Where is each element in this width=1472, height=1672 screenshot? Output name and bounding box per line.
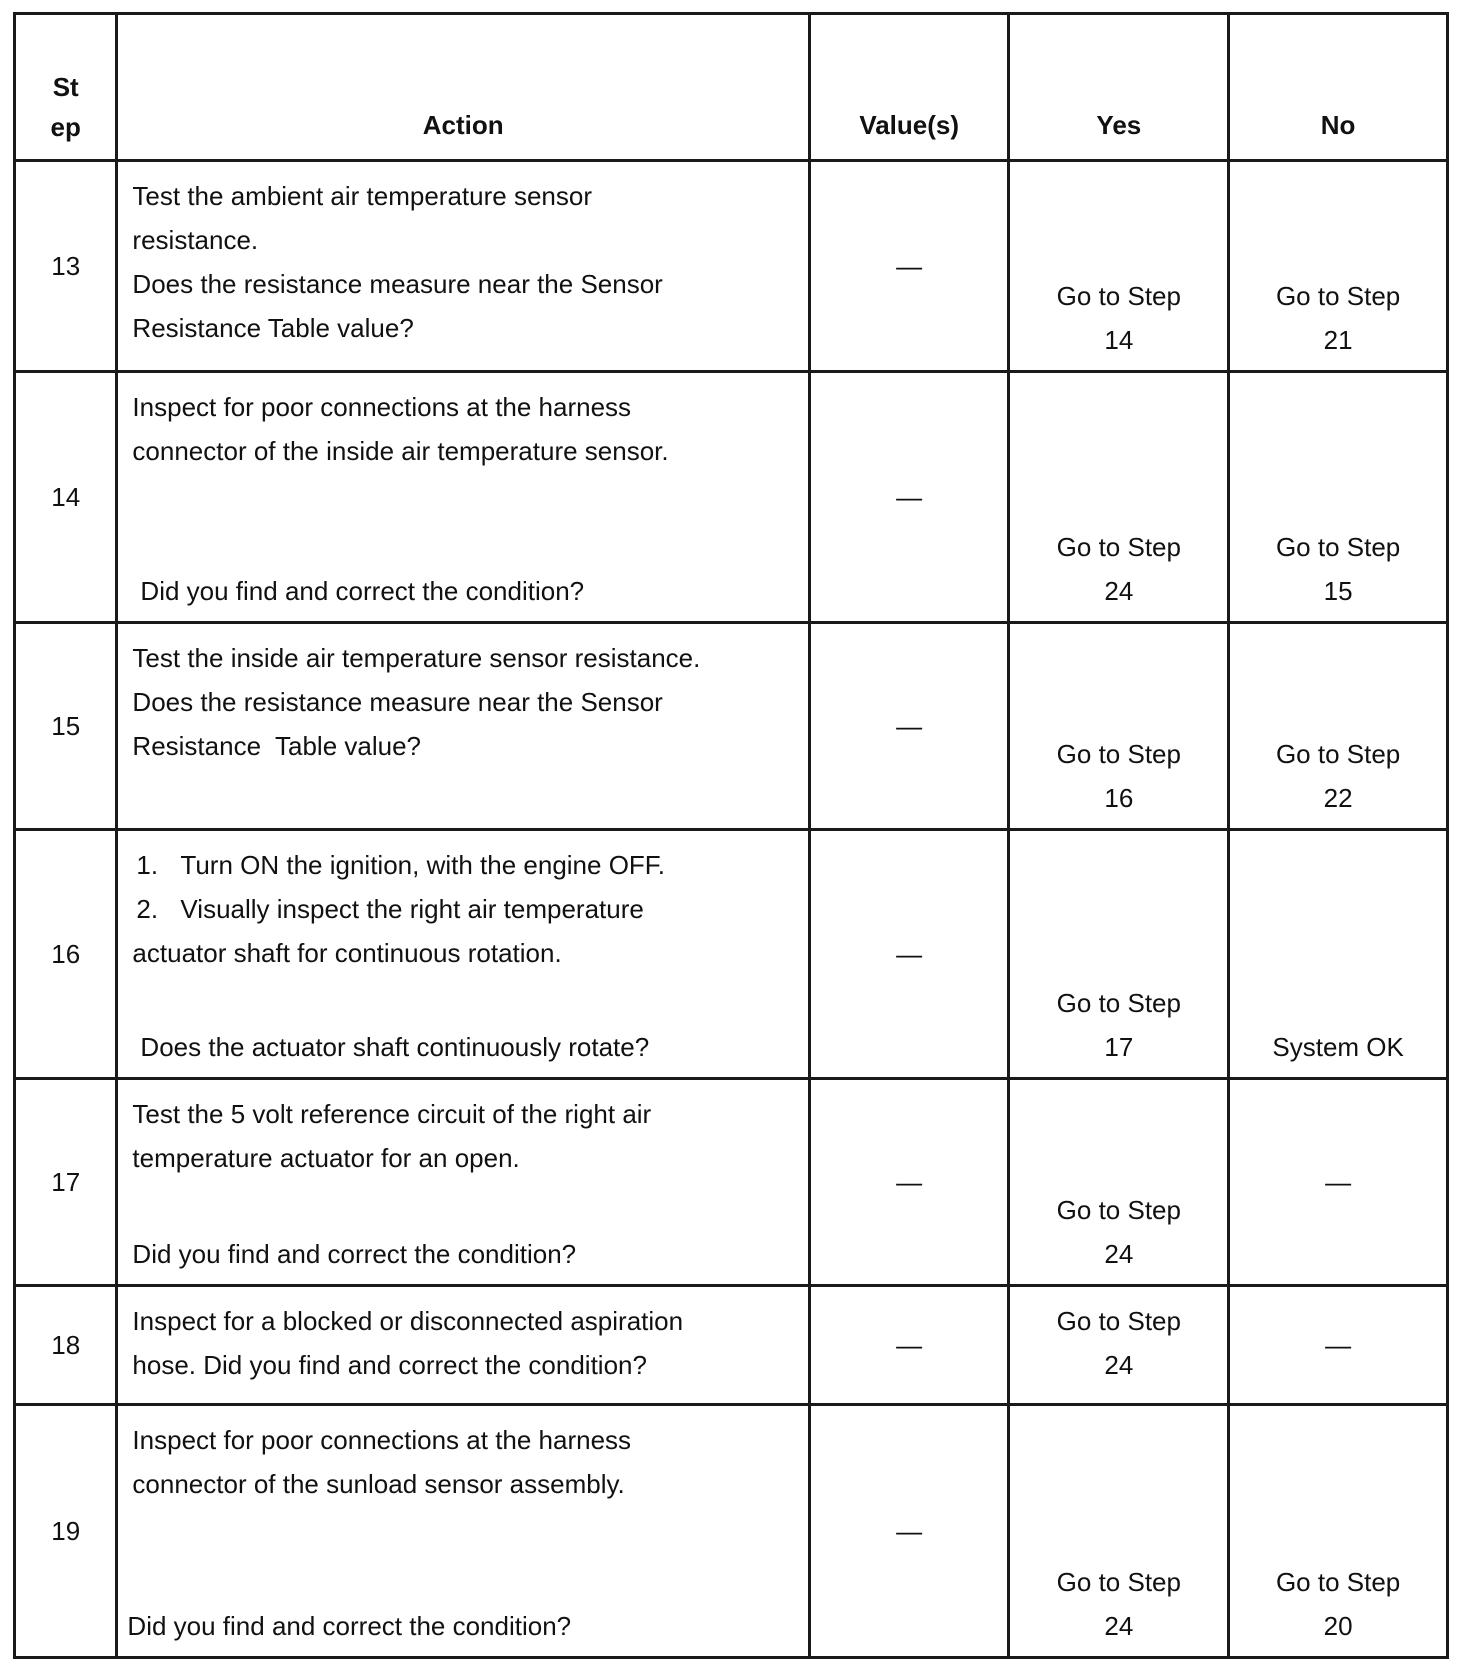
yes-line: 24	[1104, 1349, 1134, 1380]
no-line: —	[1325, 1329, 1352, 1360]
value-cell: —	[809, 623, 1009, 830]
no-line: Go to Step	[1275, 281, 1401, 312]
action-question: Did you find and correct the condition?	[127, 1611, 572, 1641]
action-line: Does the resistance measure near the Sensor	[132, 269, 663, 300]
step-number: 16	[15, 830, 117, 1079]
list-number: 1.	[136, 850, 159, 881]
header-row	[15, 14, 1448, 161]
yes-line: 24	[1104, 1238, 1134, 1269]
yes-line: Go to Step	[1056, 1305, 1181, 1336]
action-cell	[117, 1079, 809, 1286]
no-cell	[1229, 1285, 1448, 1404]
action-line: Test the 5 volt reference circuit of the right air	[132, 1099, 652, 1130]
yes-cell	[1009, 830, 1229, 1079]
no-line: Go to Step	[1275, 739, 1401, 770]
yes-line: 24	[1104, 1611, 1134, 1641]
table-row	[15, 830, 1448, 1079]
yes-cell	[1009, 1404, 1229, 1657]
action-line: Test the ambient air temperature sensor	[132, 181, 592, 212]
action-cell	[117, 1404, 809, 1657]
header-step-line2: ep	[50, 112, 81, 143]
action-cell	[117, 161, 809, 372]
yes-line: 17	[1104, 1032, 1134, 1063]
no-line: Go to Step	[1275, 1567, 1401, 1597]
yes-line: Go to Step	[1056, 1194, 1181, 1225]
no-cell	[1229, 1404, 1448, 1657]
action-line: Resistance Table value?	[132, 731, 422, 762]
yes-line: 14	[1104, 325, 1134, 356]
action-line: connector of the inside air temperature sensor.	[132, 436, 669, 467]
list-text: Turn ON the ignition, with the engine OFF.	[180, 850, 666, 881]
no-line: 22	[1323, 783, 1353, 814]
step-number: 15	[15, 623, 117, 830]
step-number: 13	[15, 161, 117, 372]
yes-cell	[1009, 623, 1229, 830]
header-action: Action	[117, 14, 809, 161]
step-number: 14	[15, 372, 117, 623]
list-item	[132, 887, 797, 931]
value-cell: —	[809, 1285, 1009, 1404]
yes-line: 24	[1104, 576, 1134, 607]
step-number: 18	[15, 1285, 117, 1404]
yes-line: Go to Step	[1056, 281, 1181, 312]
no-cell	[1229, 623, 1448, 830]
yes-line: Go to Step	[1056, 988, 1181, 1019]
yes-line: 16	[1104, 783, 1134, 814]
header-step	[15, 14, 117, 161]
yes-cell	[1009, 372, 1229, 623]
step-number: 19	[15, 1404, 117, 1657]
yes-line: Go to Step	[1056, 532, 1181, 563]
action-line: Inspect for a blocked or disconnected aspiration	[132, 1305, 684, 1336]
no-line: System OK	[1272, 1032, 1404, 1063]
value-cell: —	[809, 372, 1009, 623]
yes-cell	[1009, 1285, 1229, 1404]
action-line: Inspect for poor connections at the harness	[132, 1424, 632, 1455]
action-cell	[117, 1285, 809, 1404]
header-step-line1: St	[52, 72, 79, 103]
table-row	[15, 623, 1448, 830]
action-line: Test the inside air temperature sensor resistance.	[132, 643, 701, 674]
table-row	[15, 1285, 1448, 1404]
list-text: Visually inspect the right air temperature	[180, 894, 644, 925]
list-number: 2.	[136, 894, 159, 925]
diagnostic-table	[13, 12, 1449, 1659]
no-cell	[1229, 372, 1448, 623]
yes-line: Go to Step	[1056, 1567, 1181, 1597]
header-yes: Yes	[1009, 14, 1229, 161]
list-item	[132, 843, 797, 887]
yes-cell	[1009, 161, 1229, 372]
no-line: —	[1325, 1167, 1352, 1198]
action-question: Does the actuator shaft continuously rotate?	[140, 1032, 650, 1063]
no-line: 20	[1323, 1611, 1353, 1641]
table-row	[15, 1079, 1448, 1286]
action-line: temperature actuator for an open.	[132, 1143, 520, 1174]
action-cell	[117, 372, 809, 623]
table-row	[15, 161, 1448, 372]
value-cell: —	[809, 830, 1009, 1079]
no-line: Go to Step	[1275, 532, 1401, 563]
no-cell	[1229, 161, 1448, 372]
action-cell	[117, 623, 809, 830]
yes-cell	[1009, 1079, 1229, 1286]
step-number: 17	[15, 1079, 117, 1286]
action-question: Did you find and correct the condition?	[132, 1238, 577, 1269]
action-line: Does the resistance measure near the Sensor	[132, 687, 663, 718]
yes-line: Go to Step	[1056, 739, 1181, 770]
value-cell: —	[809, 1404, 1009, 1657]
table-row	[15, 1404, 1448, 1657]
value-cell: —	[809, 161, 1009, 372]
action-question: Did you find and correct the condition?	[140, 576, 585, 607]
no-cell	[1229, 1079, 1448, 1286]
action-line: Inspect for poor connections at the harness	[132, 392, 632, 423]
no-line: 21	[1323, 325, 1353, 356]
action-line: actuator shaft for continuous rotation.	[132, 938, 562, 969]
action-line: hose. Did you find and correct the condition?	[132, 1349, 647, 1380]
header-values: Value(s)	[809, 14, 1009, 161]
no-line: 15	[1323, 576, 1353, 607]
action-line: connector of the sunload sensor assembly.	[132, 1468, 625, 1499]
action-line: Resistance Table value?	[132, 313, 414, 344]
value-cell: —	[809, 1079, 1009, 1286]
no-cell	[1229, 830, 1448, 1079]
table-row	[15, 372, 1448, 623]
action-line: resistance.	[132, 225, 259, 256]
action-cell	[117, 830, 809, 1079]
header-no: No	[1229, 14, 1448, 161]
